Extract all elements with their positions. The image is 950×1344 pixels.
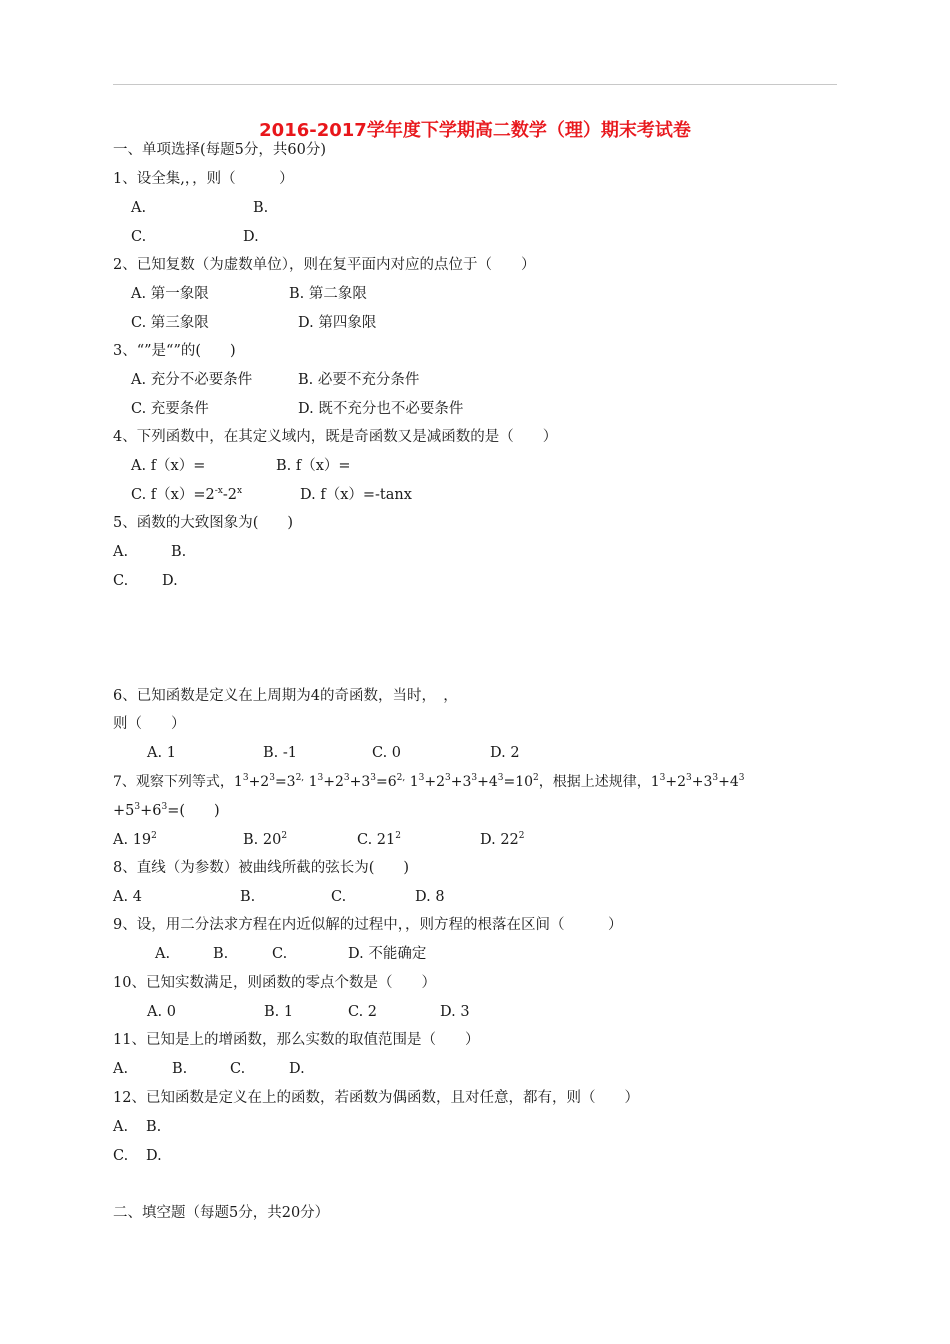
q3-option-c: C. 充要条件 (131, 401, 209, 417)
q12-option-a: A. (113, 1119, 129, 1135)
question-6-cont: 则（ ） (113, 716, 186, 732)
q8-option-d: D. 8 (415, 889, 445, 905)
q5-option-c: C. (113, 573, 129, 589)
question-9: 9、设，用二分法求方程在内近似解的过程中，，则方程的根落在区间（ ） (113, 917, 623, 933)
q11-option-b: B. (172, 1061, 188, 1077)
q4-option-b: B. f（x）= (276, 458, 351, 474)
q4-option-a: A. f（x）= (131, 458, 206, 474)
q8-option-a: A. 4 (113, 889, 142, 905)
question-6: 6、已知函数是定义在上周期为4的奇函数，当时， ， (113, 688, 458, 704)
page-title: 2016-2017学年度下学期高二数学（理）期末考试卷 (259, 120, 691, 141)
q3-option-b: B. 必要不充分条件 (298, 372, 420, 388)
q11-option-c: C. (230, 1061, 246, 1077)
question-10: 10、已知实数满足，则函数的零点个数是（ ） (113, 975, 436, 991)
q2-option-d: D. 第四象限 (298, 315, 377, 331)
q9-option-d: D. 不能确定 (348, 946, 427, 962)
question-3: 3、“”是“”的( ) (113, 343, 236, 359)
question-8: 8、直线（为参数）被曲线所截的弦长为( ) (113, 860, 410, 876)
q6-option-a: A. 1 (147, 745, 176, 761)
section-heading-2: 二、填空题（每题5分，共20分） (113, 1205, 330, 1221)
question-2: 2、已知复数（为虚数单位），则在复平面内对应的点位于（ ） (113, 257, 536, 273)
question-11: 11、已知是上的增函数，那么实数的取值范围是（ ） (113, 1032, 480, 1048)
q10-option-c: C. 2 (348, 1004, 378, 1020)
question-5: 5、函数的大致图象为( ) (113, 515, 294, 531)
q7-option-c: C. $21^2$ (357, 831, 401, 848)
section-heading: 一、单项选择(每题5分，共60分) (113, 142, 326, 158)
q5-option-a: A. (113, 544, 129, 560)
q2-option-a: A. 第一象限 (131, 286, 209, 302)
q1-option-b: B. (253, 200, 269, 216)
q3-option-a: A. 充分不必要条件 (131, 372, 253, 388)
q6-option-d: D. 2 (490, 745, 520, 761)
question-7: 7、观察下列等式，$1^3+2^3=3^{2,}$ $1^3+2^3+3^3=6^{2,}$ $1^3+2^3+3^3+4^3=10^2$，根据上述规律，$1^3+2^3+3^3+4^3$ (113, 773, 745, 790)
question-12: 12、已知函数是定义在上的函数，若函数为偶函数，且对任意，都有，则（ ） (113, 1090, 639, 1106)
question-4: 4、下列函数中，在其定义域内，既是奇函数又是减函数的是（ ） (113, 429, 558, 445)
q2-option-b: B. 第二象限 (289, 286, 367, 302)
q6-option-b: B. -1 (263, 745, 297, 761)
q7-option-a: A. $19^2$ (113, 831, 157, 848)
q8-option-b: B. (240, 889, 256, 905)
q4-option-c: C. $f(x)=2^{-x}-2^x$ (131, 486, 243, 503)
q10-option-a: A. 0 (147, 1004, 176, 1020)
q1-option-c: C. (131, 229, 147, 245)
q12-option-c: C. (113, 1148, 129, 1164)
q9-option-a: A. (155, 946, 171, 962)
q9-option-c: C. (272, 946, 288, 962)
q5-option-d: D. (162, 573, 178, 589)
q8-option-c: C. (331, 889, 347, 905)
q7-option-b: B. $20^2$ (243, 831, 288, 848)
q11-option-d: D. (289, 1061, 305, 1077)
q1-option-a: A. (131, 200, 147, 216)
header-rule (113, 84, 837, 85)
q4-option-d: D. f（x）=-tanx (300, 487, 412, 503)
q6-option-c: C. 0 (372, 745, 402, 761)
q12-option-b: B. (146, 1119, 162, 1135)
q9-option-b: B. (213, 946, 229, 962)
q10-option-d: D. 3 (440, 1004, 470, 1020)
question-7-cont: $+5^3+6^3=$( ) (113, 802, 220, 819)
q1-option-d: D. (243, 229, 259, 245)
q2-option-c: C. 第三象限 (131, 315, 209, 331)
q7-option-d: D. $22^2$ (480, 831, 525, 848)
q11-option-a: A. (113, 1061, 129, 1077)
question-1: 1、设全集,，，则（ ） (113, 171, 294, 187)
q12-option-d: D. (146, 1148, 162, 1164)
q5-option-b: B. (171, 544, 187, 560)
q10-option-b: B. 1 (264, 1004, 294, 1020)
q3-option-d: D. 既不充分也不必要条件 (298, 401, 464, 417)
